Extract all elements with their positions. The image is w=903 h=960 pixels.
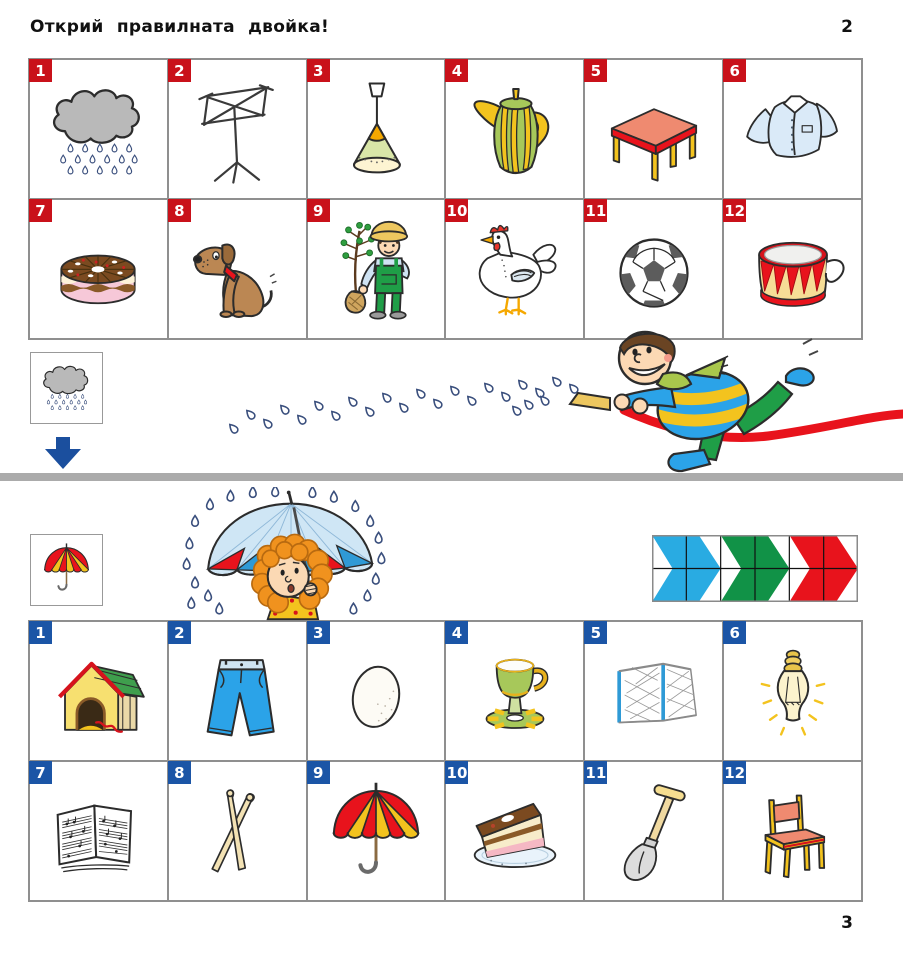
card-soccer-ball — [584, 199, 723, 339]
card-number-badge: 4 — [445, 59, 468, 82]
coffee-pot-icon — [460, 78, 570, 188]
bottom-card-grid — [28, 620, 863, 902]
card-number-badge: 9 — [307, 761, 330, 784]
card-number-badge: 7 — [29, 199, 52, 222]
card-rain-cloud — [29, 59, 168, 199]
cake-icon — [43, 218, 153, 328]
card-goal — [584, 621, 723, 761]
card-cup — [445, 621, 584, 761]
card-hen — [445, 199, 584, 339]
card-number-badge: 1 — [29, 621, 52, 644]
card-number-badge: 2 — [168, 59, 191, 82]
egg-icon — [321, 640, 431, 750]
chevron-arrows — [652, 535, 858, 606]
goal-icon — [599, 640, 709, 750]
card-number-badge: 2 — [168, 621, 191, 644]
hen-icon — [460, 218, 570, 328]
card-cake-slice — [445, 761, 584, 901]
cake-slice-icon — [460, 780, 570, 890]
card-number-badge: 6 — [723, 59, 746, 82]
card-jeans — [168, 621, 307, 761]
music-book-icon — [43, 780, 153, 890]
card-cake — [29, 199, 168, 339]
dog-house-icon — [43, 640, 153, 750]
down-arrow-icon — [45, 437, 81, 473]
page-number-top: 2 — [841, 17, 853, 37]
dog-icon — [182, 218, 292, 328]
section-divider — [0, 473, 903, 481]
shovel-icon — [599, 780, 709, 890]
boy-with-sapling-icon — [321, 218, 431, 328]
card-dog — [168, 199, 307, 339]
example-box-umbrella — [30, 534, 103, 606]
card-hanging-lamp — [307, 59, 446, 199]
card-number-badge: 12 — [723, 761, 746, 784]
card-number-badge: 5 — [584, 621, 607, 644]
rain-cloud-icon — [43, 78, 153, 188]
card-shovel — [584, 761, 723, 901]
card-shirt — [723, 59, 862, 199]
light-bulb-icon — [738, 640, 848, 750]
music-stand-icon — [182, 78, 292, 188]
card-egg — [307, 621, 446, 761]
card-number-badge: 9 — [307, 199, 330, 222]
card-number-badge: 8 — [168, 761, 191, 784]
page-number-bottom: 3 — [841, 913, 853, 933]
shirt-icon — [738, 78, 848, 188]
card-number-badge: 11 — [584, 761, 607, 784]
card-number-badge: 5 — [584, 59, 607, 82]
card-number-badge: 8 — [168, 199, 191, 222]
woman-with-umbrella-illustration — [182, 487, 387, 625]
chair-icon — [738, 780, 848, 890]
card-number-badge: 1 — [29, 59, 52, 82]
card-number-badge: 3 — [307, 59, 330, 82]
card-number-badge: 10 — [445, 761, 468, 784]
cup-icon — [460, 640, 570, 750]
card-number-badge: 4 — [445, 621, 468, 644]
card-music-book — [29, 761, 168, 901]
card-drum — [723, 199, 862, 339]
hanging-lamp-icon — [321, 78, 431, 188]
example-box-rain-cloud — [30, 352, 103, 424]
card-number-badge: 11 — [584, 199, 607, 222]
card-coffee-pot — [445, 59, 584, 199]
card-number-badge: 3 — [307, 621, 330, 644]
card-drumsticks — [168, 761, 307, 901]
table-icon — [599, 78, 709, 188]
card-umbrella — [307, 761, 446, 901]
card-table — [584, 59, 723, 199]
card-number-badge: 12 — [723, 199, 746, 222]
card-boy-with-sapling — [307, 199, 446, 339]
drumsticks-icon — [182, 780, 292, 890]
card-chair — [723, 761, 862, 901]
drum-icon — [738, 218, 848, 328]
top-card-grid — [28, 58, 863, 340]
boy-with-hose-illustration — [28, 330, 903, 484]
jeans-icon — [182, 640, 292, 750]
soccer-ball-icon — [599, 218, 709, 328]
card-number-badge: 6 — [723, 621, 746, 644]
card-dog-house — [29, 621, 168, 761]
page-title: Открий правилната двойка! — [30, 17, 330, 37]
card-light-bulb — [723, 621, 862, 761]
card-music-stand — [168, 59, 307, 199]
card-number-badge: 7 — [29, 761, 52, 784]
umbrella-icon — [321, 780, 431, 890]
card-number-badge: 10 — [445, 199, 468, 222]
